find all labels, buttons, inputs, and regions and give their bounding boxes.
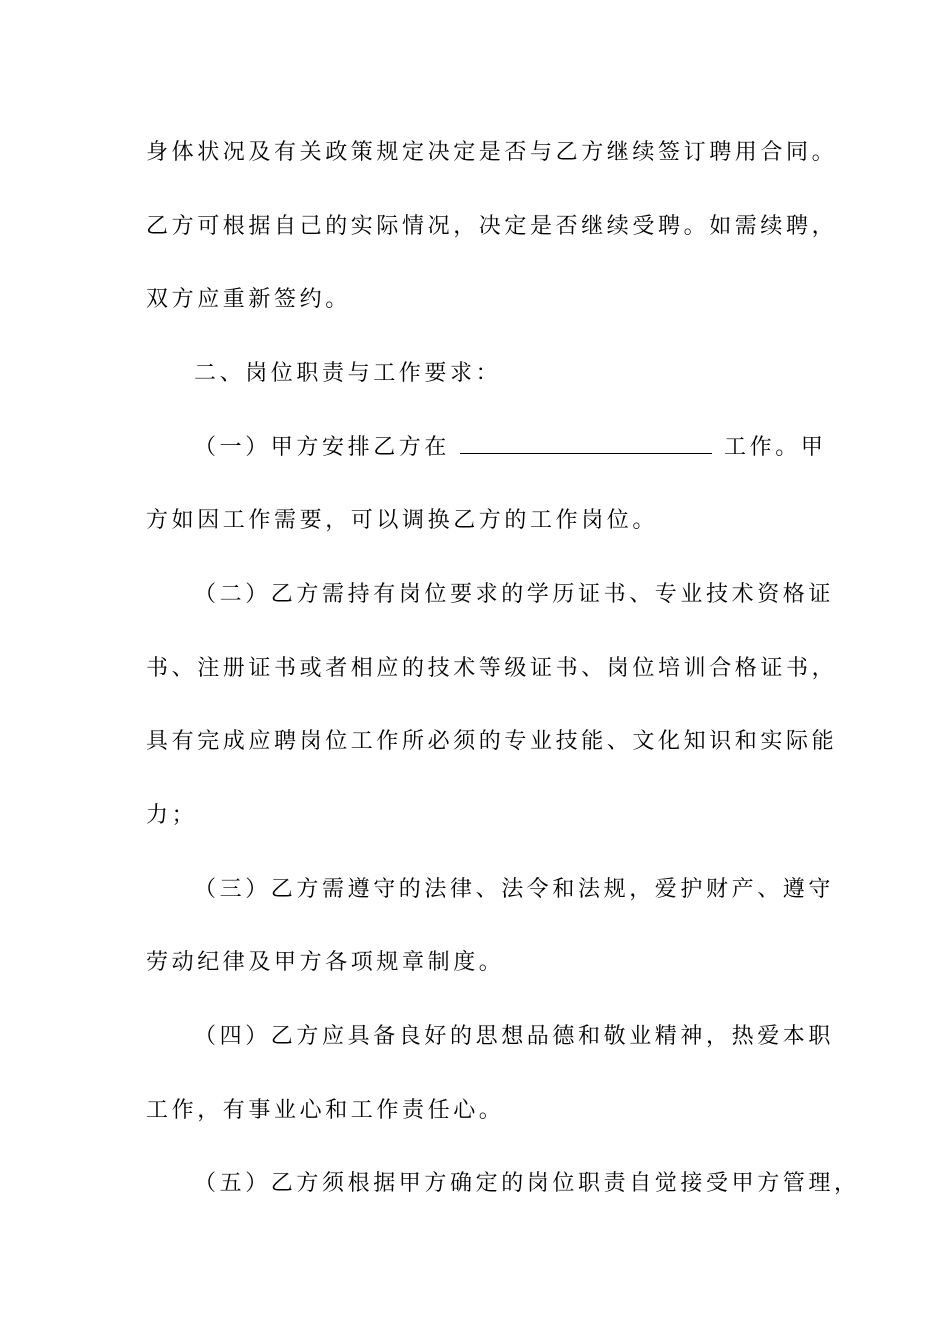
paragraph-line: （五）乙方须根据甲方确定的岗位职责自觉接受甲方管理， (194, 1171, 860, 1196)
fill-in-blank (460, 433, 712, 454)
clause-text: 工作。甲 (724, 435, 827, 460)
section-heading: 二、岗位职责与工作要求： (194, 361, 502, 386)
paragraph-line: 力； (146, 803, 198, 828)
paragraph-line: 劳动纪律及甲方各项规章制度。 (146, 950, 505, 975)
paragraph-line: 身体状况及有关政策规定决定是否与乙方继续签订聘用合同。 (146, 140, 838, 165)
paragraph-line: （三）乙方需遵守的法律、法令和法规，爱护财产、遵守 (194, 877, 835, 902)
paragraph-line: 乙方可根据自己的实际情况，决定是否继续受聘。如需续聘， (146, 214, 838, 239)
paragraph-line: 双方应重新签约。 (146, 287, 351, 312)
paragraph-line: 具有完成应聘岗位工作所必须的专业技能、文化知识和实际能 (146, 729, 838, 754)
clause-text: （一）甲方安排乙方在 (194, 435, 451, 460)
paragraph-line: 方如因工作需要，可以调换乙方的工作岗位。 (146, 508, 659, 533)
paragraph-line: 工作，有事业心和工作责任心。 (146, 1098, 505, 1123)
paragraph-line: （二）乙方需持有岗位要求的学历证书、专业技术资格证 (194, 582, 835, 607)
paragraph-line: （四）乙方应具备良好的思想品德和敬业精神，热爱本职 (194, 1024, 835, 1049)
paragraph-line-with-blank (194, 433, 826, 463)
paragraph-line: 书、注册证书或者相应的技术等级证书、岗位培训合格证书， (146, 656, 838, 681)
